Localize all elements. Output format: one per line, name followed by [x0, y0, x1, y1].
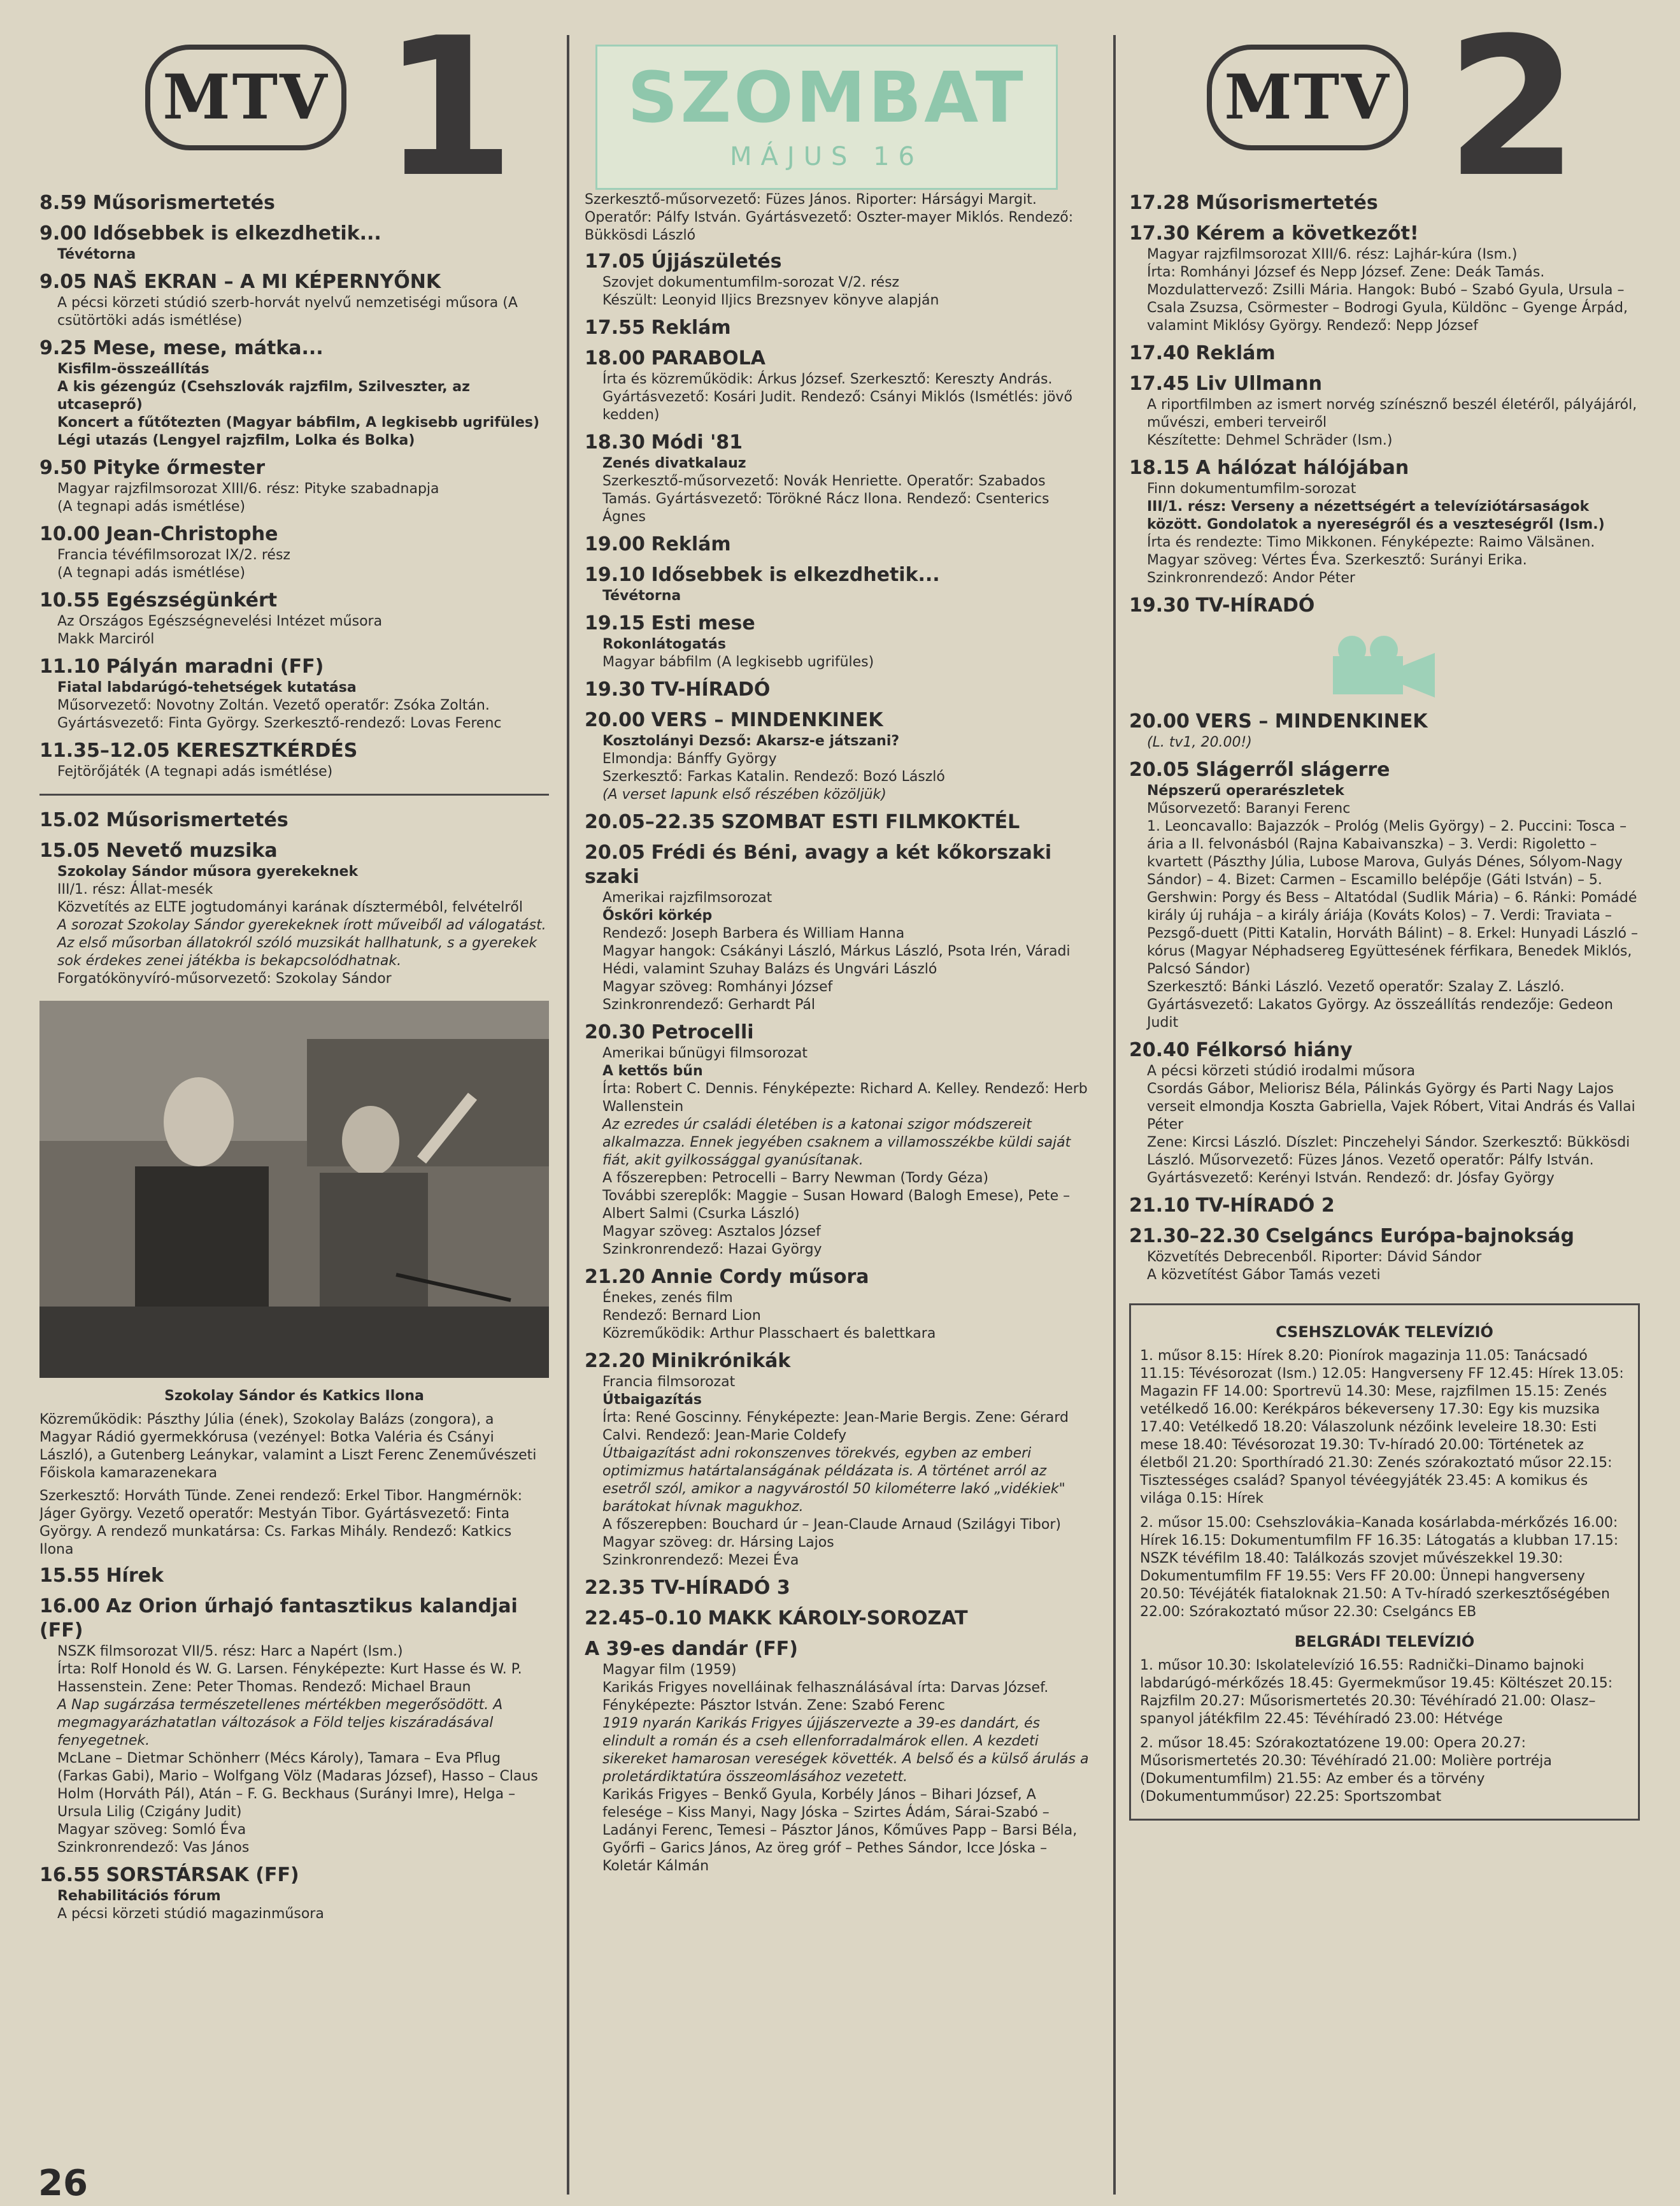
program-detail: Szokolay Sándor műsora gyerekeknek — [57, 864, 359, 880]
program-title: Petrocelli — [651, 1021, 754, 1043]
program-title: Egészségünkért — [106, 589, 278, 612]
program-detail: Szovjet dokumentumfilm-sorozat V/2. rész — [602, 275, 900, 290]
program-title-line — [1129, 758, 1640, 782]
program-title: Újjászületés — [651, 250, 782, 273]
program-entry — [39, 839, 549, 988]
program-detail: Készült: Leonyid Iljics Brezsnyev könyve alapján — [602, 292, 939, 308]
program-entry — [39, 456, 549, 516]
program-title: Idősebbek is elkezdhetik... — [92, 222, 381, 245]
program-title-line — [39, 222, 549, 246]
column-divider — [567, 35, 569, 2195]
program-time: 15.55 — [39, 1565, 100, 1587]
program-title-line — [39, 456, 549, 480]
program-detail: Műsorvezető: Baranyi Ferenc — [1147, 801, 1351, 817]
program-detail: Közvetítés az ELTE jogtudományi karának dísztermébôl, felvételről — [57, 899, 523, 915]
program-title-line — [1129, 191, 1640, 215]
program-time: 17.45 — [1129, 373, 1190, 395]
program-detail: További szereplők: Maggie – Susan Howard (Balogh Emese), Pete – Albert Salmi (Csurka László) — [602, 1188, 1071, 1222]
program-detail: Rokonlátogatás — [602, 636, 726, 652]
program-title: Reklám — [1195, 342, 1276, 364]
program-detail: Írta: Rolf Honold és W. G. Larsen. Fényképezte: Kurt Hasse és W. P. Hassenstein. Zene: Peter Thomas. Rendező: Michael Braun — [57, 1661, 522, 1695]
program-detail: Készítette: Dehmel Schräder (Ism.) — [1147, 433, 1393, 448]
day-header — [595, 45, 1058, 190]
foreign-tv-heading: BELGRÁDI TELEVÍZIÓ — [1294, 1633, 1475, 1651]
program-list — [585, 250, 1094, 1875]
program-detail: Énekes, zenés film — [602, 1290, 733, 1306]
program-title: Módi '81 — [651, 431, 743, 454]
program-title: VERS – MINDENKINEK — [651, 709, 883, 731]
program-title: TV-HÍRADÓ — [651, 678, 771, 701]
program-list — [39, 1564, 549, 1923]
program-detail: Közreműködik: Pászthy Júlia (ének), Szokolay Balázs (zongora), a Magyar Rádió gyermekkórusa (vezényel: Botka Valéria és Csányi László), a Gutenberg Leánykar, valamint a Liszt Ferenc Zeneművészeti Főiskola kamarazenekara — [39, 1412, 537, 1481]
program-title: Műsorismertetés — [92, 192, 275, 214]
program-detail: A kettős bűn — [602, 1063, 703, 1079]
program-entry — [39, 522, 549, 582]
program-time: 20.05–22.35 — [585, 811, 715, 833]
program-title: Jean-Christophe — [106, 523, 278, 545]
program-title-line — [39, 1564, 549, 1588]
program-detail: (A tegnapi adás ismétlése) — [57, 499, 246, 515]
program-entry — [585, 678, 1094, 702]
program-time: 17.05 — [585, 250, 645, 273]
program-title-line — [39, 270, 549, 294]
program-entry — [585, 563, 1094, 605]
program-time: 15.05 — [39, 840, 100, 862]
foreign-tv-schedule: 2. műsor 15.00: Csehszlovákia–Kanada kosárlabda-mérkőzés 16.00: Hírek 16.15: Dokumentumfilm FF 16.35: Látogatás a klubban 17.15: NSZK tévéfilm 18.40: Találkozás szovjet művészekkel 19.30: Dokumentumfilm FF 19.55: Vers FF 20.00: Ünnepi hangverseny 20.50: Tévéjáték fiataloknak 21.50: A Tv-híradó szerkesztőségében 22.00: Szórakoztató műsor 22.30: Cselgáncs EB — [1140, 1515, 1619, 1620]
program-detail: A pécsi körzeti stúdió irodalmi műsora — [1147, 1063, 1416, 1079]
program-title: Liv Ullmann — [1195, 373, 1322, 395]
program-title-line — [39, 1594, 549, 1643]
program-title-line — [39, 336, 549, 361]
program-title: Annie Cordy műsora — [651, 1266, 869, 1288]
program-detail: Fiatal labdarúgó-tehetségek kutatása — [57, 680, 357, 696]
program-detail: Népszerű operarészletek — [1147, 783, 1344, 799]
foreign-tv-schedule: 1. műsor 10.30: Iskolatelevízió 16.55: Radnički–Dinamo bajnoki labdarúgó-mérkőzés 18.45: Gyermekműsor 19.45: Költészet 20.15: Rajzfilm 20.27: Műsorismertetés 20.30: Tévéhíradó 21.00: Olasz–spanyol játékfilm 22.45: Tévéhíradó 23.00: Hétvége — [1140, 1658, 1613, 1727]
program-title: A hálózat hálójában — [1195, 457, 1409, 479]
program-detail: A sorozat Szokolay Sándor gyerekeknek írott műveiből ad válogatást. Az első műsorban állatokról szóló muzsikát hallhatunk, s a gyerekek sok érdekes zenei játékba is bekapcsolódhatnak. — [57, 917, 546, 969]
program-time: 22.35 — [585, 1577, 645, 1599]
program-time: 19.00 — [585, 533, 645, 555]
program-entry — [585, 431, 1094, 526]
program-detail: Magyar szöveg: Asztalos József — [602, 1224, 821, 1240]
program-time: 15.02 — [39, 809, 100, 831]
program-title-line — [585, 1349, 1094, 1373]
mtv1-logo-text: MTV — [162, 61, 329, 133]
program-entry — [585, 1576, 1094, 1600]
program-entry — [585, 1637, 1094, 1875]
program-title-line — [1129, 456, 1640, 480]
column-divider — [1113, 35, 1116, 2195]
program-title-line — [1129, 341, 1640, 366]
program-time: 10.55 — [39, 589, 100, 612]
program-detail: Csordás Gábor, Meliorisz Béla, Pálinkás György és Parti Nagy Lajos verseit elmondja Koszta Gabriella, Vajek Róbert, Vitai András és Vallai Péter — [1147, 1081, 1635, 1133]
program-detail: Makk Marciról — [57, 631, 155, 647]
program-detail: A pécsi körzeti stúdió magazinműsora — [57, 1906, 324, 1922]
camera-icon — [1314, 631, 1441, 701]
program-detail: Magyar bábfilm (A legkisebb ugrifüles) — [602, 654, 874, 670]
program-detail: Karikás Frigyes – Benkő Gyula, Korbély János – Bihari József, A felesége – Kiss Manyi, Nagy Jóska – Szirtes Ádám, Sárai-Szabó – Ladányi Ferenc, Temesi – Pásztor János, Kőműves Papp – Barsi Béla, Győrfi – Garics János, Az öreg gróf – Pethes Sándor, Icce Jóska – Koletár Kálmán — [602, 1787, 1078, 1874]
program-title: Slágerről slágerre — [1195, 759, 1390, 781]
program-title-line — [585, 431, 1094, 455]
program-detail: A főszerepben: Petrocelli – Barry Newman (Tordy Géza) — [602, 1170, 989, 1186]
program-detail: Amerikai rajzfilmsorozat — [602, 890, 772, 906]
program-detail: A pécsi körzeti stúdió szerb-horvát nyelvű nemzetiségi műsora (A csütörtöki adás ismétlése) — [57, 295, 518, 329]
program-time: 19.15 — [585, 612, 645, 634]
program-title: SORSTÁRSAK (FF) — [106, 1864, 299, 1886]
program-title: VERS – MINDENKINEK — [1195, 710, 1428, 733]
program-time: 17.40 — [1129, 342, 1190, 364]
program-time: 21.20 — [585, 1266, 645, 1288]
program-detail: Közreműködik: Arthur Plasschaert és balettkara — [602, 1326, 936, 1342]
program-time: 10.00 — [39, 523, 100, 545]
program-detail: McLane – Dietmar Schönherr (Mécs Károly), Tamara – Eva Pflug (Farkas Gabi), Mario – Wolfgang Völz (Madaras József), Hasso – Claus Holm (Horváth Pál), Atán – F. G. Beckhaus (Surányi Imre), Helga – Ursula Lilig (Czigány Judit) — [57, 1751, 538, 1820]
program-time: 9.50 — [39, 457, 87, 479]
program-detail: Szerkesztő-műsorvezető: Füzes János. Riporter: Hárságyi Margit. Operatőr: Pálfy István. Gyártásvezető: Oszter-mayer Miklós. Rendező: Bükkösdi László — [585, 192, 1074, 243]
credits-block — [585, 191, 1094, 245]
program-title: TV-HÍRADÓ 3 — [651, 1577, 790, 1599]
program-detail: A közvetítést Gábor Tamás vezeti — [1147, 1267, 1381, 1283]
program-entry — [39, 222, 549, 264]
program-entry — [1129, 1224, 1640, 1284]
program-title-line — [1129, 1224, 1640, 1249]
program-title: Frédi és Béni, avagy a két kőkorszaki szaki — [585, 842, 1052, 888]
program-detail: NSZK filmsorozat VII/5. rész: Harc a Napért (Ism.) — [57, 1644, 403, 1659]
program-time: 21.10 — [1129, 1194, 1190, 1217]
program-detail: Műsorvezető: Novotny Zoltán. Vezető operatőr: Zsóka Zoltán. Gyártásvezető: Finta György. Szerkesztő-rendező: Lovas Ferenc — [57, 698, 502, 731]
photo-caption: Szokolay Sándor és Katkics Ilona — [164, 1388, 424, 1404]
program-title-line — [585, 250, 1094, 274]
program-detail: (A verset lapunk első részében közöljük) — [602, 787, 886, 803]
program-entry — [39, 191, 549, 215]
mtv2-column — [1129, 191, 1640, 2198]
program-entry — [1129, 341, 1640, 366]
foreign-tv-heading: CSEHSZLOVÁK TELEVÍZIÓ — [1276, 1323, 1493, 1341]
program-title-line — [39, 191, 549, 215]
program-title: Cselgáncs Európa-bajnokság — [1265, 1225, 1574, 1247]
program-detail: Szerkesztő-műsorvezető: Novák Henriette. Operatőr: Szabados Tamás. Gyártásvezető: Törökné Rácz Ilona. Rendező: Csenterics Ágnes — [602, 473, 1050, 525]
center-column — [585, 191, 1094, 2198]
program-time: 11.10 — [39, 655, 100, 678]
program-detail: Tévétorna — [57, 247, 136, 262]
program-title-line — [585, 1607, 1094, 1631]
program-title: Műsorismertetés — [1195, 192, 1378, 214]
program-title: KERESZTKÉRDÉS — [176, 740, 358, 762]
program-time: 11.35–12.05 — [39, 740, 170, 762]
program-title-line — [585, 533, 1094, 557]
program-title: MAKK KÁROLY-SOROZAT — [708, 1607, 968, 1629]
program-list — [1129, 191, 1640, 618]
program-title-line — [585, 708, 1094, 733]
credits-block — [39, 1411, 549, 1559]
program-title-line — [585, 1265, 1094, 1289]
program-detail: Magyar hangok: Csákányi László, Márkus László, Psota Irén, Váradi Hédi, valamint Szuhay Balázs és Ungvári László — [602, 943, 1071, 977]
program-entry — [585, 316, 1094, 340]
program-title-line — [1129, 372, 1640, 396]
program-detail: Szerkesztő: Horváth Tünde. Zenei rendező: Erkel Tibor. Hangmérnök: Jáger György. Vezető operatőr: Mestyán Tibor. Gyártásvezető: Finta György. A rendező munkatársa: Cs. Farkas Mihály. Rendező: Katkics Ilona — [39, 1488, 523, 1558]
program-list — [39, 808, 549, 988]
program-title-line — [1129, 1194, 1640, 1218]
program-detail: III/1. rész: Állat-mesék — [57, 882, 213, 898]
program-detail: Zenés divatkalauz — [602, 455, 746, 471]
day-name: SZOMBAT — [627, 57, 1026, 138]
day-date: MÁJUS 16 — [730, 142, 923, 171]
program-time: 19.30 — [1129, 594, 1190, 617]
program-title: Minikrónikák — [651, 1350, 791, 1372]
program-title: NAŠ EKRAN – A MI KÉPERNYŐNK — [92, 271, 441, 293]
program-detail: Amerikai bűnügyi filmsorozat — [602, 1045, 808, 1061]
program-entry — [1129, 456, 1640, 587]
program-entry — [39, 1594, 549, 1857]
program-title-line — [585, 347, 1094, 371]
program-title: Hírek — [106, 1565, 164, 1587]
program-detail: Szerkesztő: Farkas Katalin. Rendező: Bozó László — [602, 769, 945, 785]
mtv1-logo — [145, 45, 346, 150]
program-entry — [39, 336, 549, 450]
program-title-line — [39, 589, 549, 613]
program-title-line — [39, 739, 549, 763]
program-detail: Magyar szöveg: Somló Éva — [57, 1822, 246, 1838]
program-entry — [585, 810, 1094, 834]
program-time: 9.25 — [39, 337, 87, 359]
foreign-tv-schedule: 1. műsor 8.15: Hírek 8.20: Pionírok magazinja 11.05: Tanácsadó 11.15: Tévésorozat (Ism.) 12.05: Hangverseny FF 12.45: Hírek 13.05: Magazin FF 14.00: Sportrevü 14.30: Mese, rajzfilmen 15.15: Zenés vetélkedő 16.00: Kerékpáros békeverseny 17.30: Egy kis muzsika 17.40: Vetélkedő 18.20: Válaszolunk nézőink leveleire 18.30: Esti mese 18.40: Tévésorozat 19.30: Tv-híradó 20.00: Történetek az életből 21.20: Sporthíradó 21.30: Zenés szórakoztató műsor 22.15: Tisztességes család? Spanyol tévéegyjáték 23.45: A komikus és világa 0.15: Hírek — [1140, 1348, 1624, 1507]
program-list — [1129, 710, 1640, 1284]
program-title-line — [1129, 1038, 1640, 1063]
photo-performers — [39, 1001, 549, 1378]
program-entry — [1129, 191, 1640, 215]
program-entry — [39, 655, 549, 733]
program-time: 17.55 — [585, 317, 645, 339]
program-detail: A kis gézengúz (Csehszlovák rajzfilm, Szilveszter, az utcaseprő) — [57, 379, 470, 413]
program-time: 20.05 — [1129, 759, 1190, 781]
program-detail: Szerkesztő: Bánki László. Vezető operatőr: Szalay Z. László. Gyártásvezető: Lakatos György. Az összeállítás rendezője: Gedeon Judit — [1147, 979, 1613, 1031]
program-title: Kérem a következőt! — [1195, 222, 1419, 245]
program-entry — [1129, 1038, 1640, 1187]
program-detail: 1. Leoncavallo: Bajazzók – Prológ (Melis György) – 2. Puccini: Tosca – ária a II. felvonásból (Rajna Kabaivanszka) – 3. Verdi: Rigoletto – kvartett (Pászthy Júlia, Lubose Marova, Gulyás Dénes, Sólyom-Nagy Sándor) – 4. Bizet: Carmen – Escamillo belépője (Gáti István) – 5. Gershwin: Porgy és Bess – Altatódal (Sudlik Mária) – 6. Ránki: Pomádé király új ruhája – a király áriája (Kováts Kolos) – 7. Verdi: Traviata – Pezsgő-duett (Pitti Katalin, Horváth Bálint) – 8. Erkel: Hunyadi László – kórus (Magyar Néphadsereg Együttesének férfikara, Benedek Miklós, Palcsó Sándor) — [1147, 819, 1638, 977]
program-detail: Magyar rajzfilmsorozat XIII/6. rész: Lajhár-kúra (Ism.) — [1147, 247, 1518, 262]
program-detail: Magyar szöveg: dr. Hársing Lajos — [602, 1535, 834, 1551]
program-entry — [1129, 1194, 1640, 1218]
program-time: 20.30 — [585, 1021, 645, 1043]
program-entry — [585, 347, 1094, 424]
program-title-line — [585, 841, 1094, 889]
program-detail: Magyar rajzfilmsorozat XIII/6. rész: Pityke szabadnapja — [57, 481, 439, 497]
program-detail: Írta és rendezte: Timo Mikkonen. Fényképezte: Raimo Välsänen. Magyar szöveg: Vértes Éva. Szerkesztő: Surányi Erika. Szinkronrendező: Andor Péter — [1147, 534, 1595, 586]
program-entry — [1129, 758, 1640, 1032]
program-detail: Francia tévéfilmsorozat IX/2. rész — [57, 547, 290, 563]
program-entry — [585, 841, 1094, 1014]
program-detail: Rehabilitációs fórum — [57, 1888, 221, 1904]
mtv2-channel-number: 2 — [1446, 0, 1579, 219]
program-detail: (L. tv1, 20.00!) — [1147, 734, 1252, 750]
program-entry — [1129, 594, 1640, 618]
program-title: Reklám — [651, 317, 731, 339]
program-entry — [39, 1863, 549, 1923]
program-time: 18.30 — [585, 431, 645, 454]
program-title-line — [1129, 594, 1640, 618]
program-detail: Forgatókönyvíró-műsorvezető: Szokolay Sándor — [57, 971, 392, 987]
program-detail: Karikás Frigyes novelláinak felhasználásával írta: Darvas József. Fényképezte: Pásztor István. Zene: Szabó Ferenc — [602, 1680, 1049, 1714]
program-time: 22.20 — [585, 1350, 645, 1372]
program-detail: (A tegnapi adás ismétlése) — [57, 565, 246, 581]
program-title-line — [1129, 222, 1640, 246]
program-detail: Rendező: Bernard Lion — [602, 1308, 761, 1324]
program-title: Esti mese — [651, 612, 755, 634]
program-detail: 1919 nyarán Karikás Frigyes újjászervezte a 39-es dandárt, és elindult a román és a cseh ellenforradalmárok ellen. A kezdeti sikereket hamarosan vereségek követték. A belső és a külső árulás a proletárdiktatúra összeomlásához vezetett. — [602, 1715, 1089, 1785]
program-detail: Őskőri körkép — [602, 908, 713, 924]
program-detail: Magyar film (1959) — [602, 1662, 737, 1678]
mtv2-logo — [1207, 45, 1408, 150]
program-time: 16.55 — [39, 1864, 100, 1886]
program-entry — [39, 808, 549, 833]
program-detail: Szinkronrendező: Vas János — [57, 1840, 250, 1856]
program-detail: A Nap sugárzása természetellenes mértékben megerősödött. A megmagyarázhatatlan változások a Föld teljes kiszáradásával fenyegetnek. — [57, 1697, 503, 1749]
program-time: 22.45–0.10 — [585, 1607, 702, 1629]
program-detail: Finn dokumentumfilm-sorozat — [1147, 481, 1356, 497]
program-detail: Francia filmsorozat — [602, 1374, 736, 1390]
program-title: PARABOLA — [651, 347, 765, 369]
mtv1-channel-number: 1 — [382, 0, 515, 219]
program-entry — [585, 533, 1094, 557]
program-detail: Írta: René Goscinny. Fényképezte: Jean-Marie Bergis. Zene: Gérard Calvi. Rendező: Jean-Marie Coldefy — [602, 1410, 1069, 1443]
program-time: 17.28 — [1129, 192, 1190, 214]
program-detail: III/1. rész: Verseny a nézettségért a televíziótársaságok között. Gondolatok a nyereségről és a veszteségről (Ism.) — [1147, 499, 1605, 533]
program-entry — [585, 1349, 1094, 1570]
program-title-line — [585, 1637, 1094, 1661]
program-title-line — [585, 563, 1094, 587]
program-title: Idősebbek is elkezdhetik... — [651, 564, 940, 586]
program-detail: Írta: Romhányi József és Nepp József. Zene: Deák Tamás. Mozdulattervező: Zsilli Mária. Hangok: Bubó – Szabó Gyula, Ursula – Csala Zsuzsa, Csörmester – Bodrogi Gyula, Küldönc – Gyenge Árpád, valamint Miklósy György. Rendező: Nepp József — [1147, 264, 1628, 334]
program-time: 8.59 — [39, 192, 87, 214]
program-title-line — [585, 810, 1094, 834]
program-entry — [39, 589, 549, 648]
program-title-line — [39, 1863, 549, 1887]
program-list — [39, 191, 549, 781]
program-detail: Közvetítés Debrecenből. Riporter: Dávid Sándor — [1147, 1249, 1482, 1265]
program-entry — [585, 1607, 1094, 1631]
program-time: 18.15 — [1129, 457, 1190, 479]
program-title-line — [39, 808, 549, 833]
program-title: Mese, mese, mátka... — [92, 337, 324, 359]
program-time: 16.00 — [39, 1595, 100, 1617]
program-detail: Magyar szöveg: Romhányi József — [602, 979, 833, 995]
section-divider — [39, 794, 549, 796]
program-entry — [39, 270, 549, 330]
program-detail: Tévétorna — [602, 588, 681, 604]
program-time: 21.30–22.30 — [1129, 1225, 1260, 1247]
program-detail: Légi utazás (Lengyel rajzfilm, Lolka és Bolka) — [57, 433, 415, 448]
program-detail: Az Országos Egészségnevelési Intézet műsora — [57, 613, 383, 629]
program-time: 18.00 — [585, 347, 645, 369]
program-entry — [585, 1265, 1094, 1343]
program-detail: Kosztolányi Dezső: Akarsz-e játszani? — [602, 733, 900, 749]
program-title: SZOMBAT ESTI FILMKOKTÉL — [721, 811, 1020, 833]
program-title: Az Orion űrhajó fantasztikus kalandjai (FF) — [39, 1595, 518, 1642]
program-time: 19.30 — [585, 678, 645, 701]
program-title-line — [585, 1576, 1094, 1600]
program-detail: A főszerepben: Bouchard úr – Jean-Claude Arnaud (Szilágyi Tibor) — [602, 1517, 1061, 1533]
program-title-line — [585, 678, 1094, 702]
program-entry — [1129, 222, 1640, 335]
program-detail: Zene: Kircsi László. Díszlet: Pinczehelyi Sándor. Szerkesztő: Bükkösdi László. Műsorvezető: Füzes János. Vezető operatőr: Pálfy István. Gyártásvezető: Kerényi István. Rendező: dr. Jósfay György — [1147, 1135, 1630, 1186]
program-entry — [1129, 372, 1640, 450]
program-title-line — [39, 839, 549, 863]
program-detail: Szinkronrendező: Gerhardt Pál — [602, 997, 816, 1013]
program-time: 19.10 — [585, 564, 645, 586]
program-detail: Írta: Robert C. Dennis. Fényképezte: Richard A. Kelley. Rendező: Herb Wallenstein — [602, 1081, 1088, 1115]
program-title-line — [585, 1021, 1094, 1045]
program-title: Nevető muzsika — [106, 840, 278, 862]
program-title: TV-HÍRADÓ 2 — [1195, 1194, 1335, 1217]
program-title: Pályán maradni (FF) — [106, 655, 324, 678]
program-detail: Koncert a fűtőtezten (Magyar bábfilm, A legkisebb ugrifüles) — [57, 415, 540, 431]
foreign-tv-box — [1129, 1303, 1640, 1821]
program-detail: Szinkronrendező: Hazai György — [602, 1242, 822, 1257]
program-time: 9.05 — [39, 271, 87, 293]
program-entry — [585, 612, 1094, 671]
program-title: Félkorsó hiány — [1195, 1039, 1353, 1061]
program-detail: Az ezredes úr családi életében is a katonai szigor módszereit alkalmazza. Ennek jegyében csaknem a villamosszékbe küldi saját fiát, akit gyilkossággal gyanúsítanak. — [602, 1117, 1071, 1168]
program-title: A 39-es dandár (FF) — [585, 1638, 798, 1660]
program-detail: Fejtörőjáték (A tegnapi adás ismétlése) — [57, 764, 333, 780]
foreign-tv-schedule: 2. műsor 18.45: Szórakoztatózene 19.00: Opera 20.27: Műsorismertetés 20.30: Tévéhíradó 21.00: Molière portréja (Dokumentumfilm) 21.55: Az ember és a törvény (Dokumentumműsor) 22.25: Sportszombat — [1140, 1735, 1552, 1805]
program-time: 17.30 — [1129, 222, 1190, 245]
program-time: 20.05 — [585, 842, 645, 864]
mtv1-column — [39, 191, 549, 2159]
program-title: Műsorismertetés — [106, 809, 288, 831]
program-entry — [39, 1564, 549, 1588]
program-detail: Szinkronrendező: Mezei Éva — [602, 1552, 799, 1568]
page-number: 26 — [38, 2163, 88, 2204]
program-title-line — [585, 612, 1094, 636]
program-detail: A riportfilmben az ismert norvég színésznő beszél életéről, pályájáról, művészi, emberi terveiről — [1147, 397, 1637, 431]
program-time: 20.40 — [1129, 1039, 1190, 1061]
program-title: TV-HÍRADÓ — [1195, 594, 1315, 617]
program-entry — [39, 739, 549, 781]
program-title-line — [39, 522, 549, 547]
program-title: Pityke őrmester — [92, 457, 266, 479]
program-time: 9.00 — [39, 222, 87, 245]
program-detail: Írta és közreműködik: Árkus József. Szerkesztő: Kereszty András. Gyártásvezető: Kosári Judit. Rendező: Csányi Miklós (Ismétlés: jövő kedden) — [602, 371, 1072, 423]
mtv2-logo-text: MTV — [1224, 61, 1391, 133]
program-entry — [1129, 710, 1640, 752]
program-detail: Elmondja: Bánffy György — [602, 751, 777, 767]
program-detail: Kisfilm-összeállítás — [57, 361, 210, 377]
program-detail: Útbaigazítás — [602, 1392, 702, 1408]
program-detail: Rendező: Joseph Barbera és William Hanna — [602, 926, 905, 942]
program-entry — [585, 250, 1094, 310]
program-time: 20.00 — [585, 709, 645, 731]
program-entry — [585, 1021, 1094, 1259]
program-time: 20.00 — [1129, 710, 1190, 733]
program-title-line — [1129, 710, 1640, 734]
program-title-line — [585, 316, 1094, 340]
program-title-line — [39, 655, 549, 679]
program-entry — [585, 708, 1094, 804]
program-detail: Útbaigazítást adni rokonszenves törekvés, egyben az emberi optimizmus határtalanságának példázata is. A történet arról az esetről szól, amikor a nagyvárostól 50 kilométerre lakó „vidékiek" barátokat hívnak magukhoz. — [602, 1445, 1065, 1515]
program-title: Reklám — [651, 533, 731, 555]
